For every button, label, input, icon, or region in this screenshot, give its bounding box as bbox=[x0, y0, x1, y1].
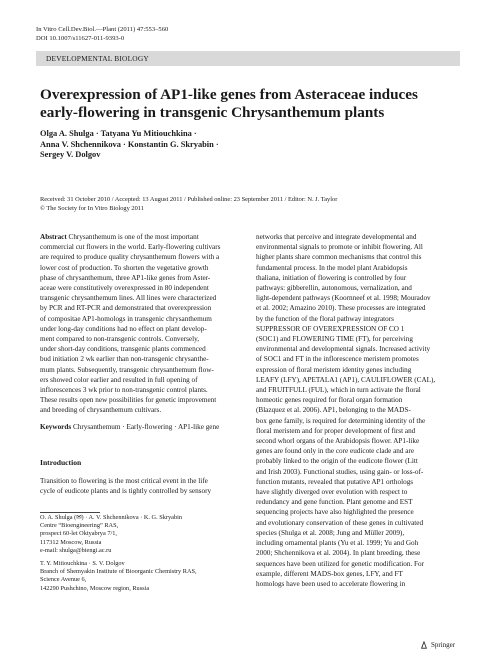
abstract-line: and breeding of chrysanthemum cultivars. bbox=[40, 406, 162, 415]
abstract-line: These results open new possibilities for genetic improvement bbox=[40, 396, 217, 405]
body-line: environmental signals to promote or inhibit flowering. All bbox=[256, 243, 423, 252]
intro-line: Transition to flowering is the most critical event in the life bbox=[40, 477, 208, 485]
body-line: homeotic genes required for floral organ formation bbox=[256, 396, 403, 405]
body-right-column bbox=[256, 232, 456, 589]
publisher-footer bbox=[420, 641, 455, 649]
doi: DOI 10.1007/s11627-011-9393-0 bbox=[36, 35, 125, 42]
received-dates: Received: 31 October 2010 / Accepted: 13 August 2011 / Published online: 23 September 2011 / Editor: N. J. Taylor bbox=[40, 196, 338, 203]
body-line: floral meristem and for proper development of first and bbox=[256, 426, 416, 435]
email-link[interactable]: e-mail: shulga@biengi.ac.ru bbox=[40, 546, 112, 554]
section-banner bbox=[36, 51, 460, 66]
body-line: (Blazquez et al. 2006). AP1, belonging to the MADS- bbox=[256, 406, 411, 415]
keywords bbox=[40, 423, 250, 431]
body-line: including ornamental plants (Yu et al. 1999; Yu and Goh bbox=[256, 539, 419, 548]
abstract-line: aceae were constitutively overexpressed in 80 independent bbox=[40, 284, 209, 293]
authors-line-2: Anna V. Shchennikova · Konstantin G. Skryabin · bbox=[40, 139, 219, 149]
abstract-line: phase of chrysanthemum, three AP1-like genes from Aster- bbox=[40, 273, 211, 282]
abstract-line: are required to produce quality chrysanthemum flowers with a bbox=[40, 253, 220, 262]
body-line: of SOC1 and FT in the inflorescence meristem promotes bbox=[256, 355, 419, 364]
body-line: genes are found only in the core eudicote clade and are bbox=[256, 447, 415, 456]
springer-logo-icon bbox=[420, 641, 428, 649]
abstract-line: commercial cut flowers in the world. Early-flowering cultivars bbox=[40, 243, 221, 252]
footnote-rule bbox=[40, 512, 100, 513]
body-line: (SOC1) and FLOWERING TIME (FT), for perceiving bbox=[256, 335, 413, 344]
abstract-line: inflorescences 3 wk prior to non-transgenic control plants. bbox=[40, 386, 208, 395]
publication-history bbox=[40, 196, 470, 213]
body-line: 2000; Shchennikova et al. 2004). In plant breeding, these bbox=[256, 549, 421, 558]
abstract-line: by PCR and RT-PCR and demonstrated that overexpression bbox=[40, 304, 212, 313]
journal-citation: In Vitro Cell.Dev.Biol.—Plant (2011) 47:553–560 bbox=[36, 26, 169, 33]
abstract-line: Chrysanthemum is one of the most important bbox=[68, 233, 199, 241]
body-line: have slightly diverged over evolution with respect to bbox=[256, 488, 408, 497]
intro-line: cycle of eudicote plants and is tightly controlled by sensory bbox=[40, 487, 212, 496]
title-line-1: Overexpression of AP1-like genes from Asteraceae induces bbox=[40, 86, 418, 103]
body-line: box gene family, is required for determining identity of the bbox=[256, 416, 426, 425]
copyright: © The Society for In Vitro Biology 2011 bbox=[40, 204, 144, 212]
body-line: expression of floral meristem identity genes including bbox=[256, 365, 412, 374]
abstract-label: Abstract bbox=[40, 233, 67, 241]
authors-line-3: Sergey V. Dolgov bbox=[40, 150, 101, 160]
body-line: homologs have been used to accelerate flowering in bbox=[256, 579, 406, 588]
abstract-line: ers showed color earlier and resulted in full opening of bbox=[40, 375, 198, 384]
body-line: function mutants, revealed that putative AP1 orthologs bbox=[256, 477, 414, 486]
abstract-line: under long-day conditions had no effect on plant develop- bbox=[40, 324, 207, 333]
body-line: sequencing projects have also highlighted the presence bbox=[256, 508, 414, 517]
body-line: second whorl organs of the Arabidopsis flower. AP1-like bbox=[256, 437, 420, 446]
body-line: pathways: gibberellin, autonomous, vernalization, and bbox=[256, 284, 412, 293]
body-line: SUPPRESSOR OF OVEREXPRESSION OF CO 1 bbox=[256, 324, 405, 333]
keywords-label: Keywords bbox=[40, 423, 72, 431]
abstract-line: transgenic chrysanthemum lines. All lines were characterized bbox=[40, 294, 217, 303]
affil-line: 117312 Moscow, Russia bbox=[40, 538, 102, 546]
abstract-line: bud initiation 2 wk earlier than non-transgenic chrysanthe- bbox=[40, 355, 209, 364]
affil-line: 142290 Pushchino, Moscow region, Russia bbox=[40, 584, 150, 592]
title-line-2: early-flowering in transgenic Chrysanthemum plants bbox=[40, 104, 385, 121]
keywords-text: Chrysanthemum · Early-flowering · AP1-like gene bbox=[72, 423, 220, 431]
body-line: thaliana, initiation of flowering is controlled by four bbox=[256, 273, 407, 282]
affil-line: O. A. Shulga (✉) · A. V. Shchennikova · K. G. Skryabin bbox=[40, 514, 182, 521]
publisher-name: Springer bbox=[431, 641, 456, 649]
affil-line: Science Avenue 6, bbox=[40, 576, 87, 584]
affil-line: Centre “Bioengineering” RAS, bbox=[40, 522, 119, 530]
article-title bbox=[40, 86, 460, 122]
affil-line: Branch of Shemyakin Institute of Bioorganic Chemistry RAS, bbox=[40, 568, 197, 576]
abstract-line: lower cost of production. To shorten the vegetative growth bbox=[40, 263, 209, 272]
body-line: redundancy and gene function. Plant genome and EST bbox=[256, 498, 413, 507]
body-line: et al. 2002; Amazino 2010). These processes are integrated bbox=[256, 304, 426, 313]
body-line: environmental and developmental signals. Increased activity bbox=[256, 345, 431, 354]
affiliation-block-1 bbox=[40, 514, 250, 555]
body-line: species (Shulga et al. 2008; Jung and Müller 2009), bbox=[256, 528, 405, 537]
body-line: example, different MADS-box genes, LFY, and FT bbox=[256, 569, 403, 578]
body-line: and Irish 2003). Functional studies, using gain- or loss-of- bbox=[256, 467, 424, 476]
body-line: fundamental process. In the model plant Arabidopsis bbox=[256, 263, 408, 272]
introduction-text bbox=[40, 476, 242, 496]
body-line: by the function of the floral pathway integrators bbox=[256, 314, 394, 323]
body-line: probably linked to the origin of the eudicote flower (Litt bbox=[256, 457, 418, 466]
introduction-heading: Introduction bbox=[40, 458, 82, 467]
body-line: and evolutionary conservation of these genes in cultivated bbox=[256, 518, 424, 527]
section-label: DEVELOPMENTAL BIOLOGY bbox=[46, 54, 149, 63]
affil-line: T. Y. Mitiouchkina · S. V. Dolgov bbox=[40, 560, 125, 567]
running-header bbox=[36, 25, 168, 43]
body-line: LEAFY (LFY), APETALA1 (AP1), CAULIFLOWER (CAL), bbox=[256, 375, 436, 384]
abstract bbox=[40, 232, 242, 416]
affiliation-block-2 bbox=[40, 560, 250, 593]
abstract-line: under short-day conditions, transgenic plants commenced bbox=[40, 345, 206, 354]
body-line: networks that perceive and integrate developmental and bbox=[256, 233, 417, 241]
author-list bbox=[40, 129, 460, 161]
body-line: and FRUITFULL (FUL), which in turn activate the floral bbox=[256, 386, 421, 395]
body-line: higher plants share common mechanisms that control this bbox=[256, 253, 422, 262]
abstract-line: of compositae AP1-homologs in transgenic chrysanthemum bbox=[40, 314, 212, 323]
abstract-line: mum plants. Subsequently, transgenic chrysanthemum flow- bbox=[40, 365, 214, 374]
body-line: sequences have been utilized for genetic modification. For bbox=[256, 559, 425, 568]
affil-line: prospect 60-let Oktyabrya 7/1, bbox=[40, 530, 117, 538]
abstract-line: ment compared to non-transgenic controls. Conversely, bbox=[40, 335, 200, 344]
authors-line-1: Olga A. Shulga · Tatyana Yu Mitiouchkina · bbox=[40, 129, 197, 138]
body-line: light-dependent pathways (Koornneef et al. 1998; Mouradov bbox=[256, 294, 431, 303]
